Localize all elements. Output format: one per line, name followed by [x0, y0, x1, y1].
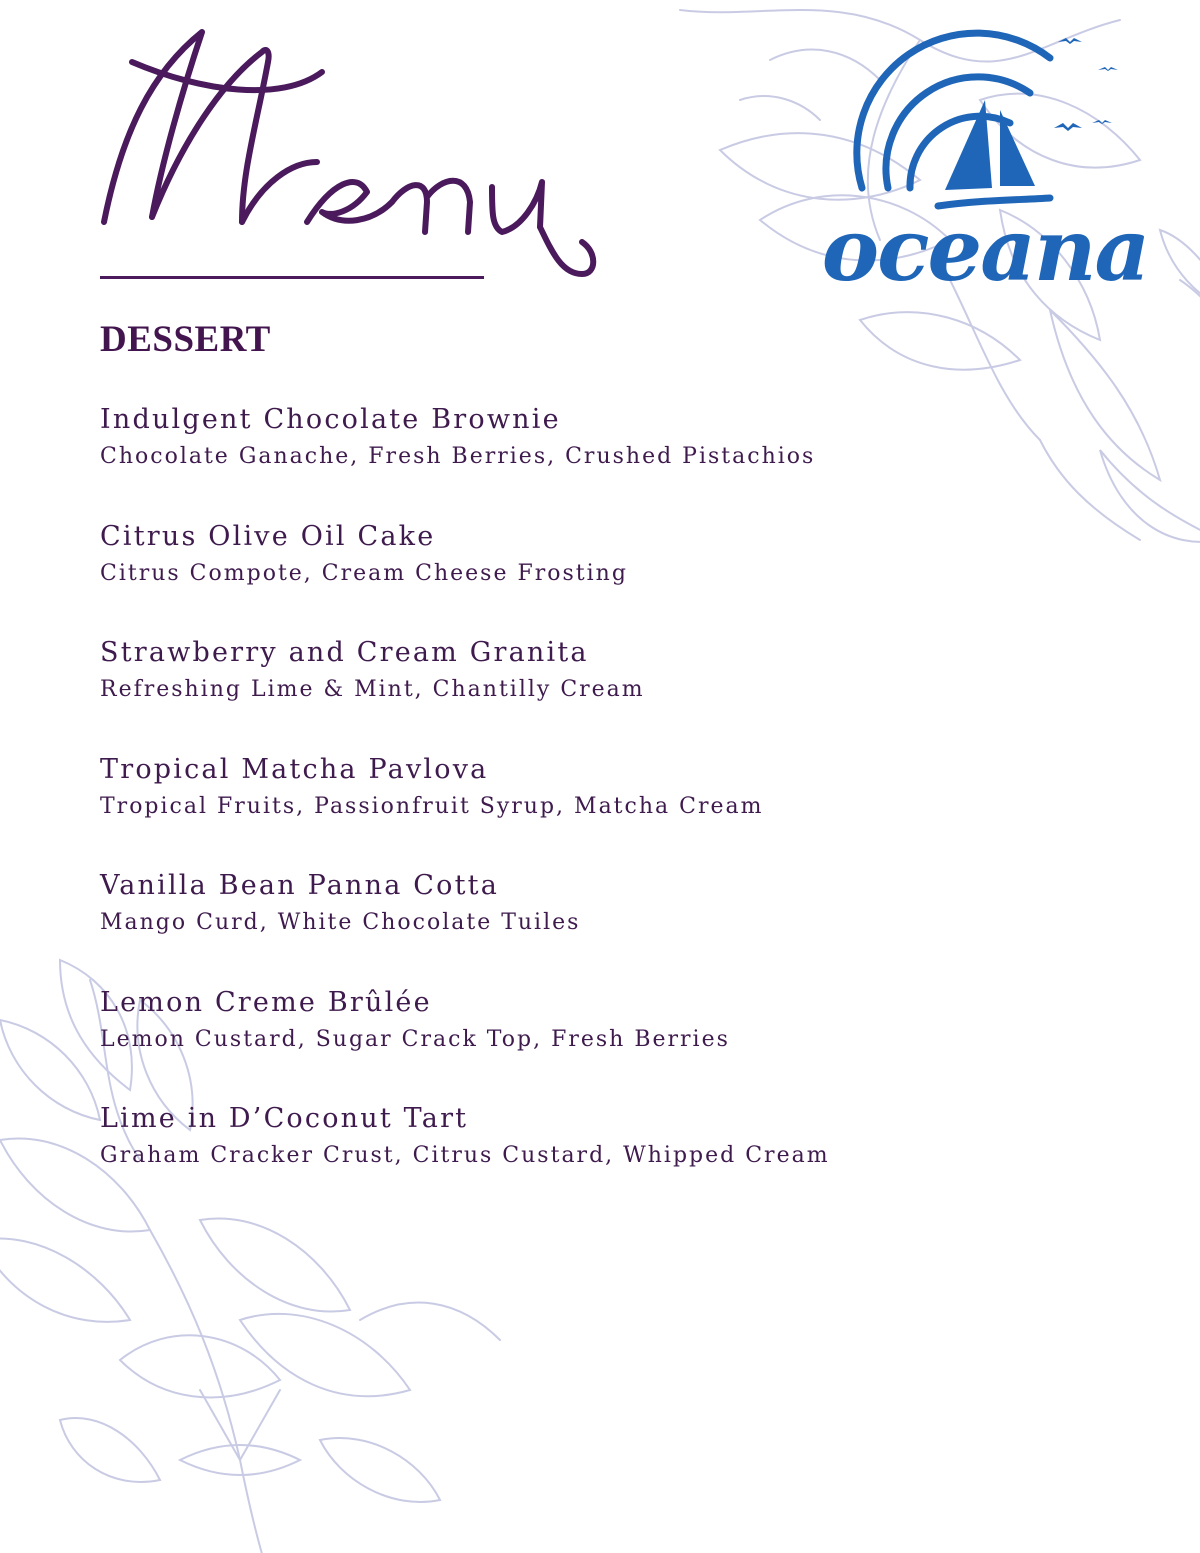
menu-item-description: Tropical Fruits, Passionfruit Syrup, Matcha Cream — [100, 793, 764, 819]
menu-item-name: Indulgent Chocolate Brownie — [100, 404, 561, 435]
menu-item-description: Chocolate Ganache, Fresh Berries, Crushed Pistachios — [100, 444, 816, 469]
title-underline — [100, 276, 484, 279]
menu-item — [100, 866, 1120, 983]
menu-title-script — [92, 12, 612, 282]
menu-item — [100, 517, 1120, 634]
dessert-list — [100, 400, 1120, 1216]
menu-item-name: Strawberry and Cream Granita — [100, 637, 589, 668]
menu-item-name: Vanilla Bean Panna Cotta — [100, 870, 500, 901]
menu-item-name: Lime in D’Coconut Tart — [100, 1103, 469, 1134]
menu-item-description: Citrus Compote, Cream Cheese Frosting — [100, 560, 628, 586]
section-title: DESSERT — [100, 319, 271, 360]
menu-item — [100, 633, 1120, 750]
menu-item-description: Lemon Custard, Sugar Crack Top, Fresh Berries — [100, 1026, 730, 1052]
menu-item — [100, 400, 1120, 517]
oceana-logo-wordmark: oceana — [821, 200, 1149, 298]
menu-item-description: Graham Cracker Crust, Citrus Custard, Whipped Cream — [100, 1143, 830, 1168]
menu-item-name: Lemon Creme Brûlée — [100, 986, 432, 1018]
menu-item-description: Refreshing Lime & Mint, Chantilly Cream — [100, 677, 645, 702]
menu-item — [100, 983, 1120, 1100]
menu-item-name: Tropical Matcha Pavlova — [100, 753, 489, 785]
menu-item — [100, 750, 1120, 867]
menu-item — [100, 1099, 1120, 1216]
menu-item-name: Citrus Olive Oil Cake — [100, 520, 436, 552]
menu-item-description: Mango Curd, White Chocolate Tuiles — [100, 910, 581, 935]
oceana-logo — [810, 28, 1160, 298]
